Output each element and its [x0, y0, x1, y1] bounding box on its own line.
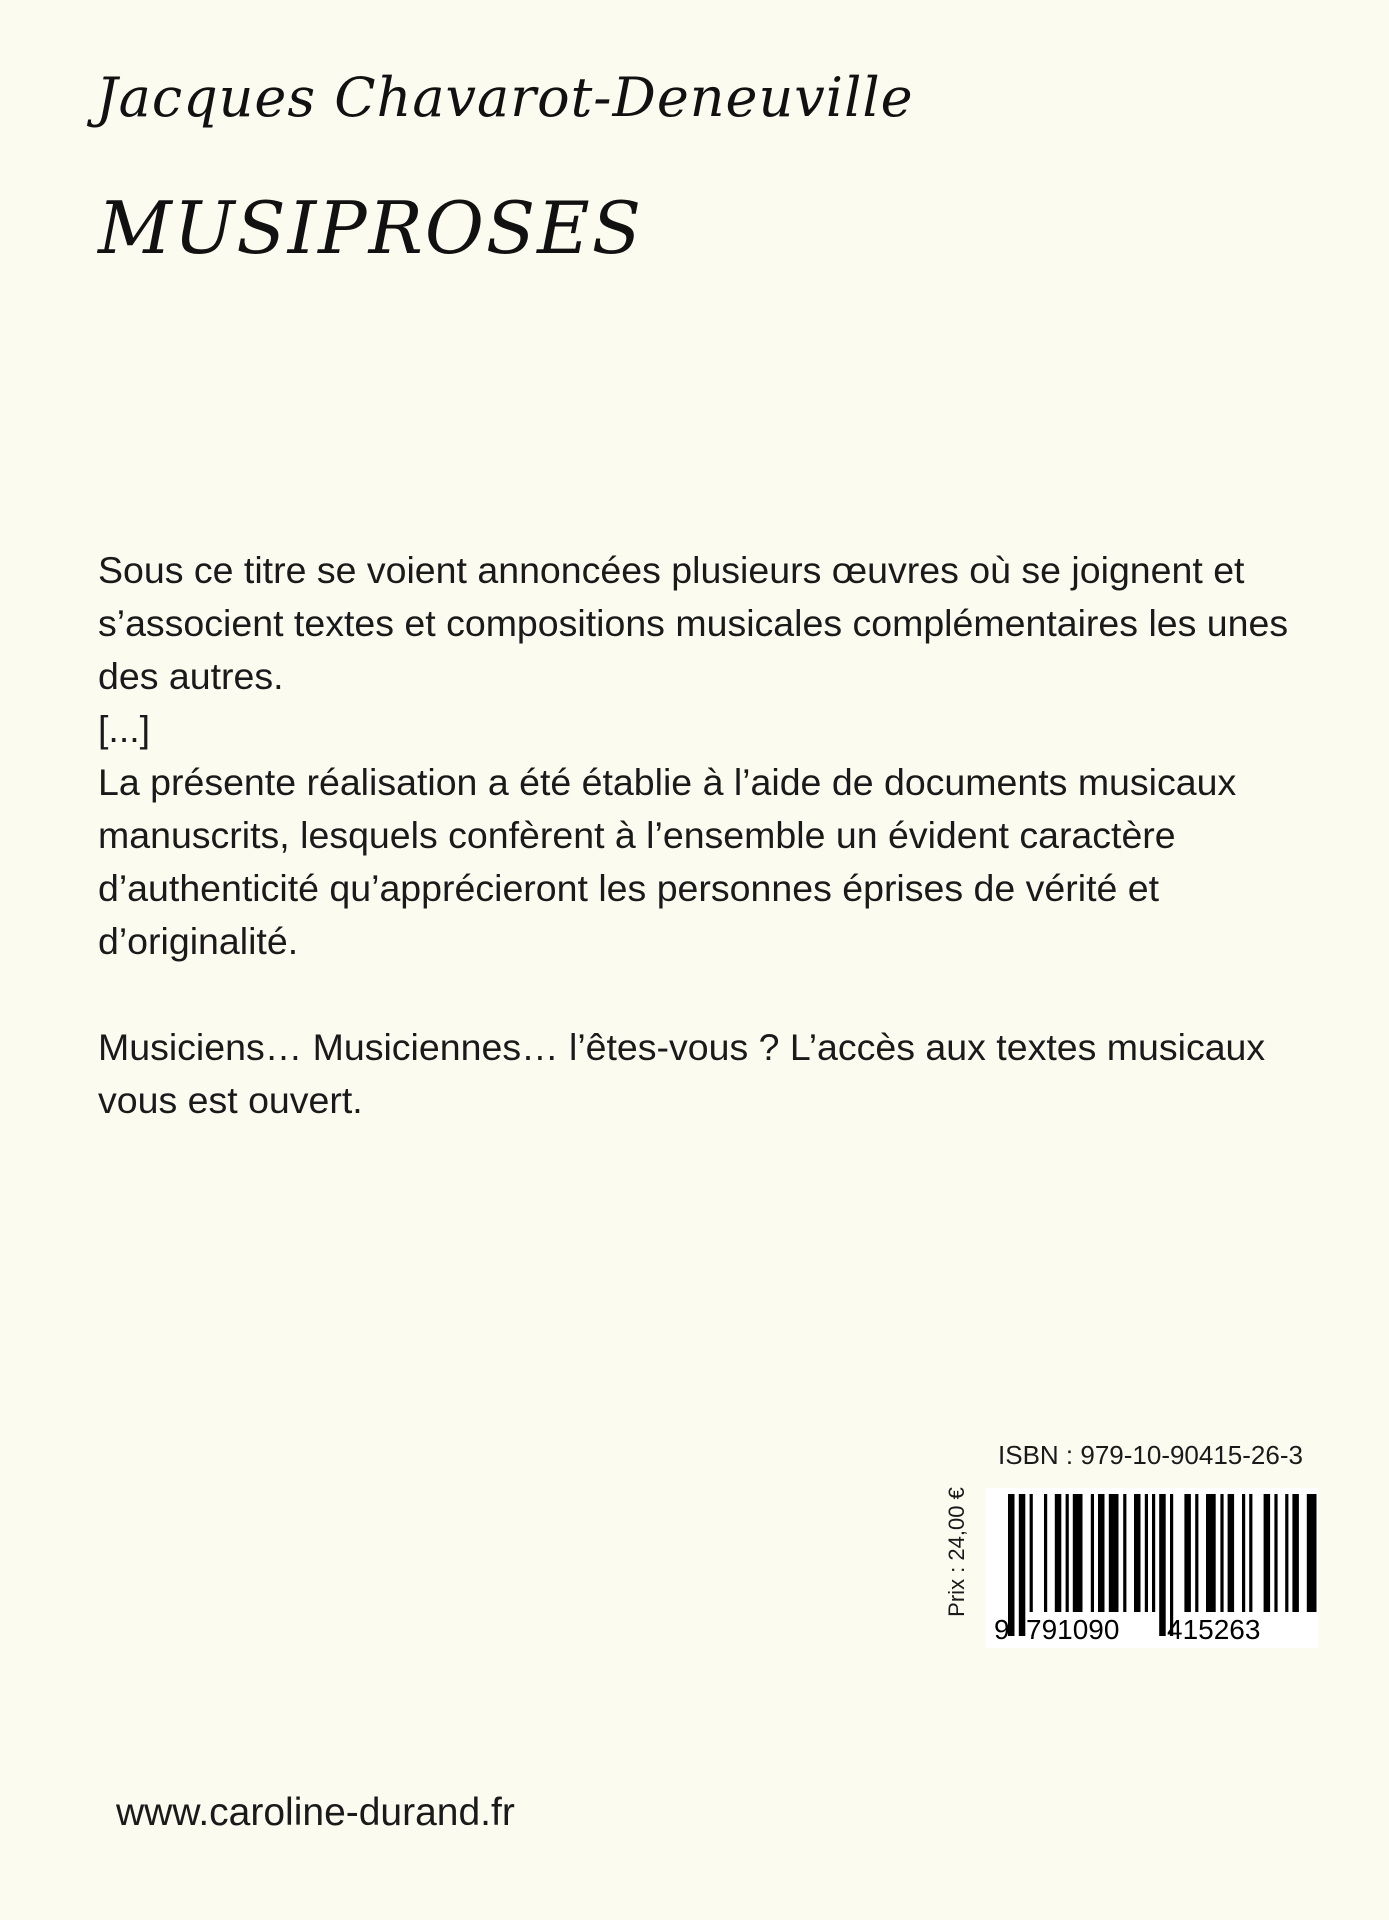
blurb-text	[98, 544, 1368, 1127]
blurb-line: manuscrits, lesquels confèrent à l’ensemble un évident caractère	[98, 814, 1176, 856]
blurb-line: Sous ce titre se voient annoncées plusieurs œuvres où se joignent et	[98, 549, 1245, 591]
blurb-line: [...]	[98, 708, 151, 750]
barcode-bar	[1019, 1494, 1026, 1636]
paragraph-gap	[98, 968, 1368, 1021]
isbn-label: ISBN : 979-10-90415-26-3	[998, 1440, 1303, 1470]
barcode-bar	[1228, 1494, 1235, 1612]
barcode-bar	[1242, 1494, 1245, 1612]
price-label: Prix : 24,00 €	[944, 1487, 969, 1617]
barcode-bar	[1098, 1494, 1105, 1612]
isbn-barcode	[986, 1488, 1318, 1648]
barcode-bar	[1264, 1494, 1271, 1612]
barcode-bar	[1109, 1494, 1119, 1612]
blurb-line: La présente réalisation a été établie à l’aide de documents musicaux	[98, 761, 1237, 803]
barcode-digits-right: 415263	[1167, 1614, 1261, 1645]
barcode-bar	[1184, 1494, 1191, 1612]
blurb-line: des autres.	[98, 655, 284, 697]
author-name: Jacques Chavarot-Deneuville	[96, 66, 914, 129]
barcode-bar	[1055, 1494, 1062, 1612]
barcode-bar	[1134, 1494, 1141, 1612]
barcode-bar	[1220, 1494, 1223, 1612]
barcode-bar	[1159, 1494, 1166, 1636]
barcode-bar	[1030, 1494, 1033, 1612]
barcode-bar	[1091, 1494, 1094, 1612]
barcode-bar	[1044, 1494, 1047, 1612]
barcode-bar	[1073, 1494, 1083, 1612]
publisher-website: www.caroline-durand.fr	[116, 1791, 515, 1834]
barcode-bar	[1285, 1494, 1288, 1612]
barcode-bar	[1152, 1494, 1155, 1612]
barcode-bar	[1145, 1494, 1148, 1612]
barcode-bar	[1206, 1494, 1216, 1612]
barcode-bar	[1123, 1494, 1126, 1612]
barcode-bar	[1249, 1494, 1252, 1612]
barcode-bar	[1307, 1494, 1317, 1612]
barcode-bar	[1292, 1494, 1299, 1612]
blurb-line: d’authenticité qu’apprécieront les personnes éprises de vérité et	[98, 867, 1160, 909]
barcode-bar	[1195, 1494, 1198, 1612]
barcode-bar	[1066, 1494, 1069, 1612]
barcode-bar	[1274, 1494, 1277, 1612]
book-title: MUSIPROSES	[98, 186, 644, 270]
blurb-line: d’originalité.	[98, 920, 299, 962]
blurb-line: Musiciens… Musiciennes… l’êtes-vous ? L’accès aux textes musicaux	[98, 1026, 1266, 1068]
barcode-digit-lead: 9	[994, 1614, 1010, 1645]
barcode-digits-left: 791090	[1026, 1614, 1120, 1645]
blurb-line: s’associent textes et compositions musicales complémentaires les unes	[98, 602, 1289, 644]
blurb-line: vous est ouvert.	[98, 1079, 363, 1121]
